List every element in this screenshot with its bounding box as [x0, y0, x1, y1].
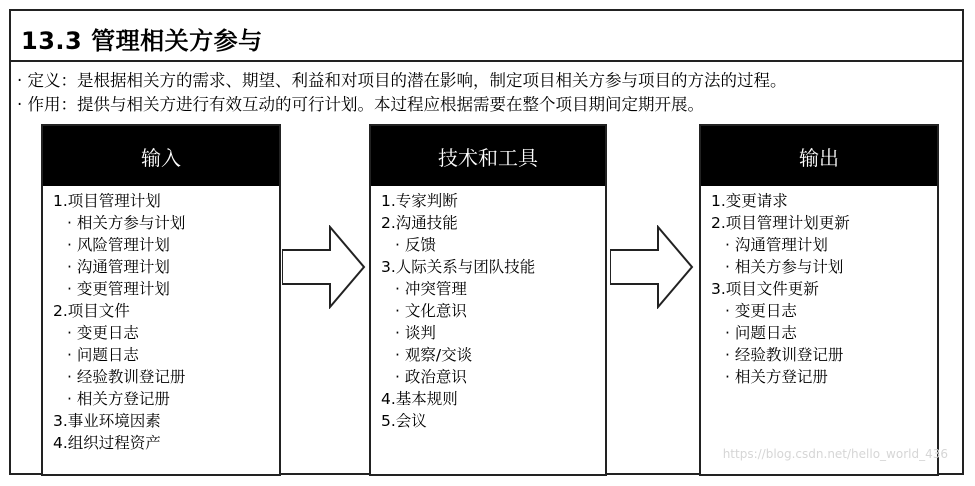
list-item: 1.项目管理计划: [53, 192, 161, 210]
outputs-list: [701, 186, 937, 388]
list-item: 3.事业环境因素: [53, 412, 161, 430]
definition-text: · 定义：是根据相关方的需求、期望、利益和对项目的潜在影响，制定项目相关方参与项目的方法的过程。: [17, 71, 787, 90]
list-item: · 经验教训登记册: [725, 346, 844, 364]
tools-list: [371, 186, 605, 432]
right-arrow-icon: [610, 225, 694, 309]
right-arrow-icon: [282, 225, 366, 309]
title-bar: [11, 11, 962, 62]
list-item: · 变更日志: [725, 302, 797, 320]
tools-box: [369, 124, 607, 476]
list-item: · 变更管理计划: [67, 280, 170, 298]
tools-header: 技术和工具: [371, 126, 605, 186]
list-item: 4.组织过程资产: [53, 434, 161, 452]
list-item: · 政治意识: [395, 368, 467, 386]
inputs-box: [41, 124, 281, 476]
list-item: · 观察/交谈: [395, 346, 473, 364]
list-item: · 经验教训登记册: [67, 368, 186, 386]
list-item: · 沟通管理计划: [67, 258, 170, 276]
list-item: 3.人际关系与团队技能: [381, 258, 536, 276]
list-item: 5.会议: [381, 412, 427, 430]
diagram-frame: [9, 9, 964, 475]
inputs-list: [43, 186, 279, 454]
list-item: 4.基本规则: [381, 390, 458, 408]
purpose-text: · 作用：提供与相关方进行有效互动的可行计划。本过程应根据需要在整个项目期间定期开展。: [17, 95, 704, 114]
list-item: 3.项目文件更新: [711, 280, 819, 298]
list-item: · 问题日志: [67, 346, 139, 364]
list-item: 2.沟通技能: [381, 214, 458, 232]
list-item: · 问题日志: [725, 324, 797, 342]
outputs-header: 输出: [701, 126, 937, 186]
list-item: · 文化意识: [395, 302, 467, 320]
list-item: · 谈判: [395, 324, 436, 342]
list-item: · 变更日志: [67, 324, 139, 342]
list-item: · 风险管理计划: [67, 236, 170, 254]
list-item: · 沟通管理计划: [725, 236, 828, 254]
list-item: · 冲突管理: [395, 280, 467, 298]
list-item: 1.专家判断: [381, 192, 458, 210]
list-item: · 相关方参与计划: [67, 214, 186, 232]
list-item: · 相关方登记册: [67, 390, 170, 408]
list-item: · 相关方登记册: [725, 368, 828, 386]
list-item: · 反馈: [395, 236, 436, 254]
list-item: 2.项目管理计划更新: [711, 214, 850, 232]
watermark: https://blog.csdn.net/hello_world_436: [722, 447, 948, 461]
list-item: 1.变更请求: [711, 192, 788, 210]
page-title: 13.3 管理相关方参与: [21, 27, 263, 55]
inputs-header: 输入: [43, 126, 279, 186]
list-item: · 相关方参与计划: [725, 258, 844, 276]
outputs-box: [699, 124, 939, 476]
list-item: 2.项目文件: [53, 302, 130, 320]
